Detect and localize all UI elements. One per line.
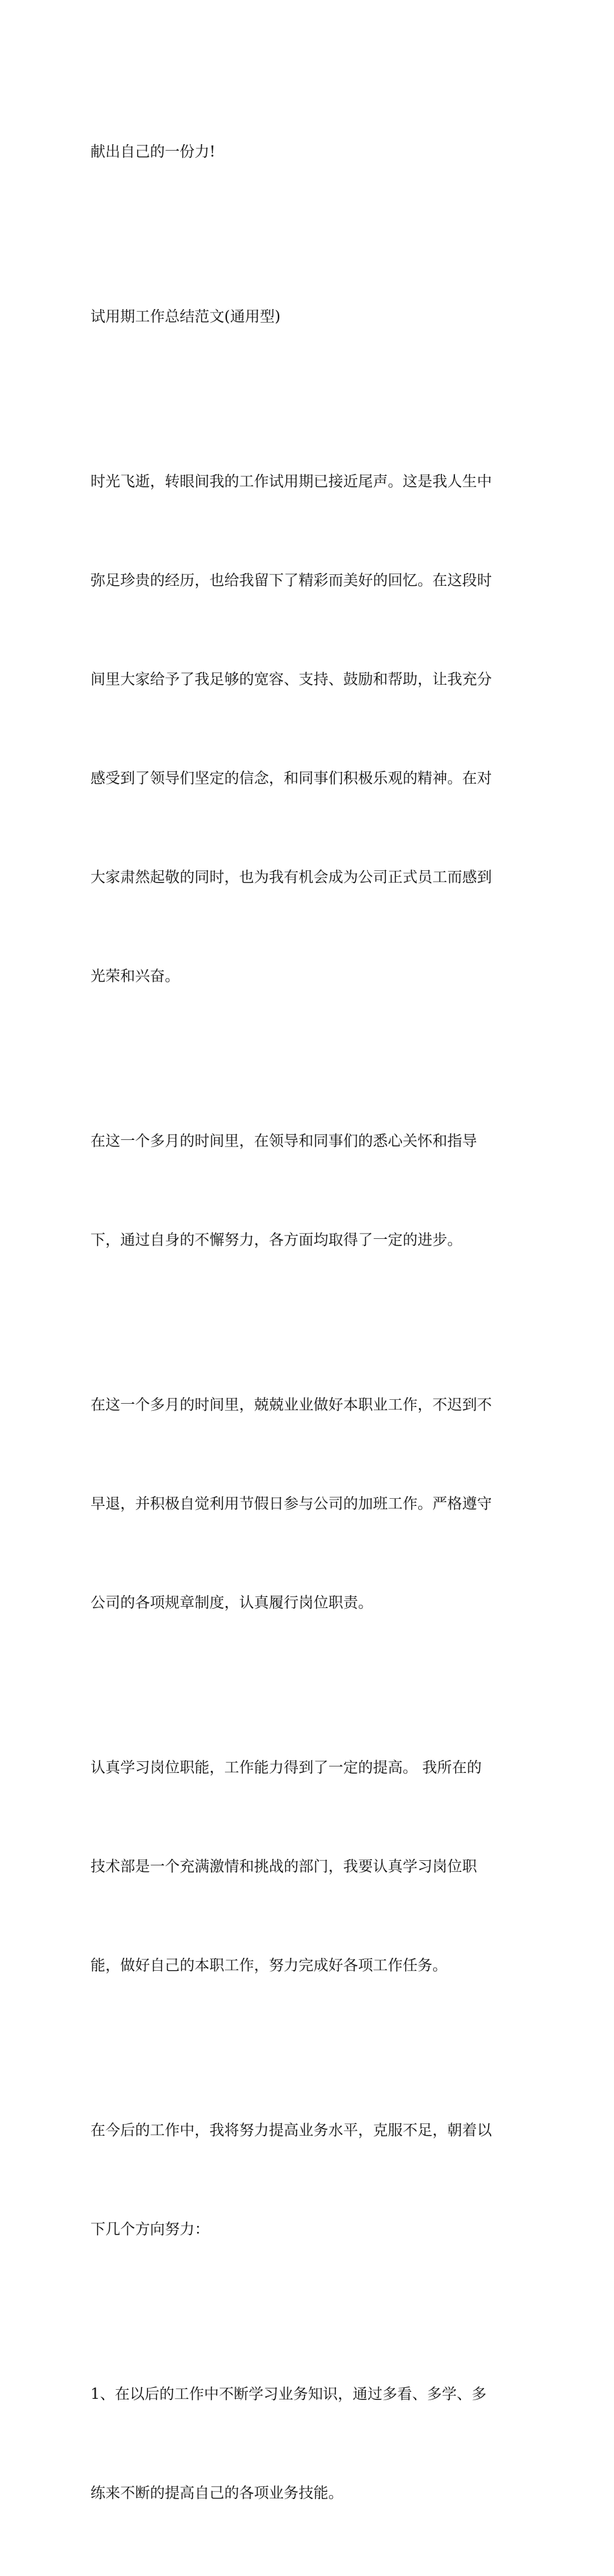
text-line: 献出自己的一份力!	[90, 144, 216, 160]
section-title	[90, 235, 530, 400]
text-line: 能，做好自己的本职工作，努力完成好各项工作任务。	[90, 1957, 447, 1974]
text-line: 试用期工作总结范文(通用型)	[90, 308, 281, 325]
document-body	[90, 70, 530, 2576]
text-line: 1、在以后的工作中不断学习业务知识，通过多看、多学、多	[90, 2386, 487, 2403]
text-line: 时光飞逝，转眼间我的工作试用期已接近尾声。这是我人生中	[90, 473, 492, 490]
text-line: 下，通过自身的不懈努力，各方面均取得了一定的进步。	[90, 1232, 462, 1249]
text-line: 在这一个多月的时间里，兢兢业业做好本职业工作，不迟到不	[90, 1397, 492, 1413]
text-line: 早退，并积极自觉利用节假日参与公司的加班工作。严格遵守	[90, 1496, 492, 1512]
paragraph-learning	[90, 1686, 530, 2048]
paragraph-closing-line	[90, 70, 530, 235]
paragraph-future	[90, 2048, 530, 2312]
paragraph-diligence	[90, 1323, 530, 1686]
text-line: 下几个方向努力：	[90, 2221, 209, 2238]
paragraph-progress	[90, 1059, 530, 1323]
text-line: 光荣和兴奋。	[90, 968, 180, 985]
text-line: 认真学习岗位职能，工作能力得到了一定的提高。 我所在的	[90, 1759, 482, 1776]
paragraph-intro	[90, 400, 530, 1059]
text-line: 技术部是一个充满激情和挑战的部门，我要认真学习岗位职	[90, 1858, 477, 1875]
text-line: 大家肃然起敬的同时，也为我有机会成为公司正式员工而感到	[90, 869, 492, 886]
text-line: 在这一个多月的时间里，在领导和同事们的悉心关怀和指导	[90, 1133, 477, 1150]
text-line: 在今后的工作中，我将努力提高业务水平，克服不足，朝着以	[90, 2122, 492, 2139]
text-line: 间里大家给予了我足够的宽容、支持、鼓励和帮助，让我充分	[90, 671, 492, 688]
text-line: 感受到了领导们坚定的信念，和同事们积极乐观的精神。在对	[90, 770, 492, 787]
text-line: 弥足珍贵的经历，也给我留下了精彩而美好的回忆。在这段时	[90, 572, 492, 589]
text-line: 练来不断的提高自己的各项业务技能。	[90, 2485, 343, 2502]
text-line: 公司的各项规章制度，认真履行岗位职责。	[90, 1594, 373, 1611]
list-item-1	[90, 2312, 530, 2576]
